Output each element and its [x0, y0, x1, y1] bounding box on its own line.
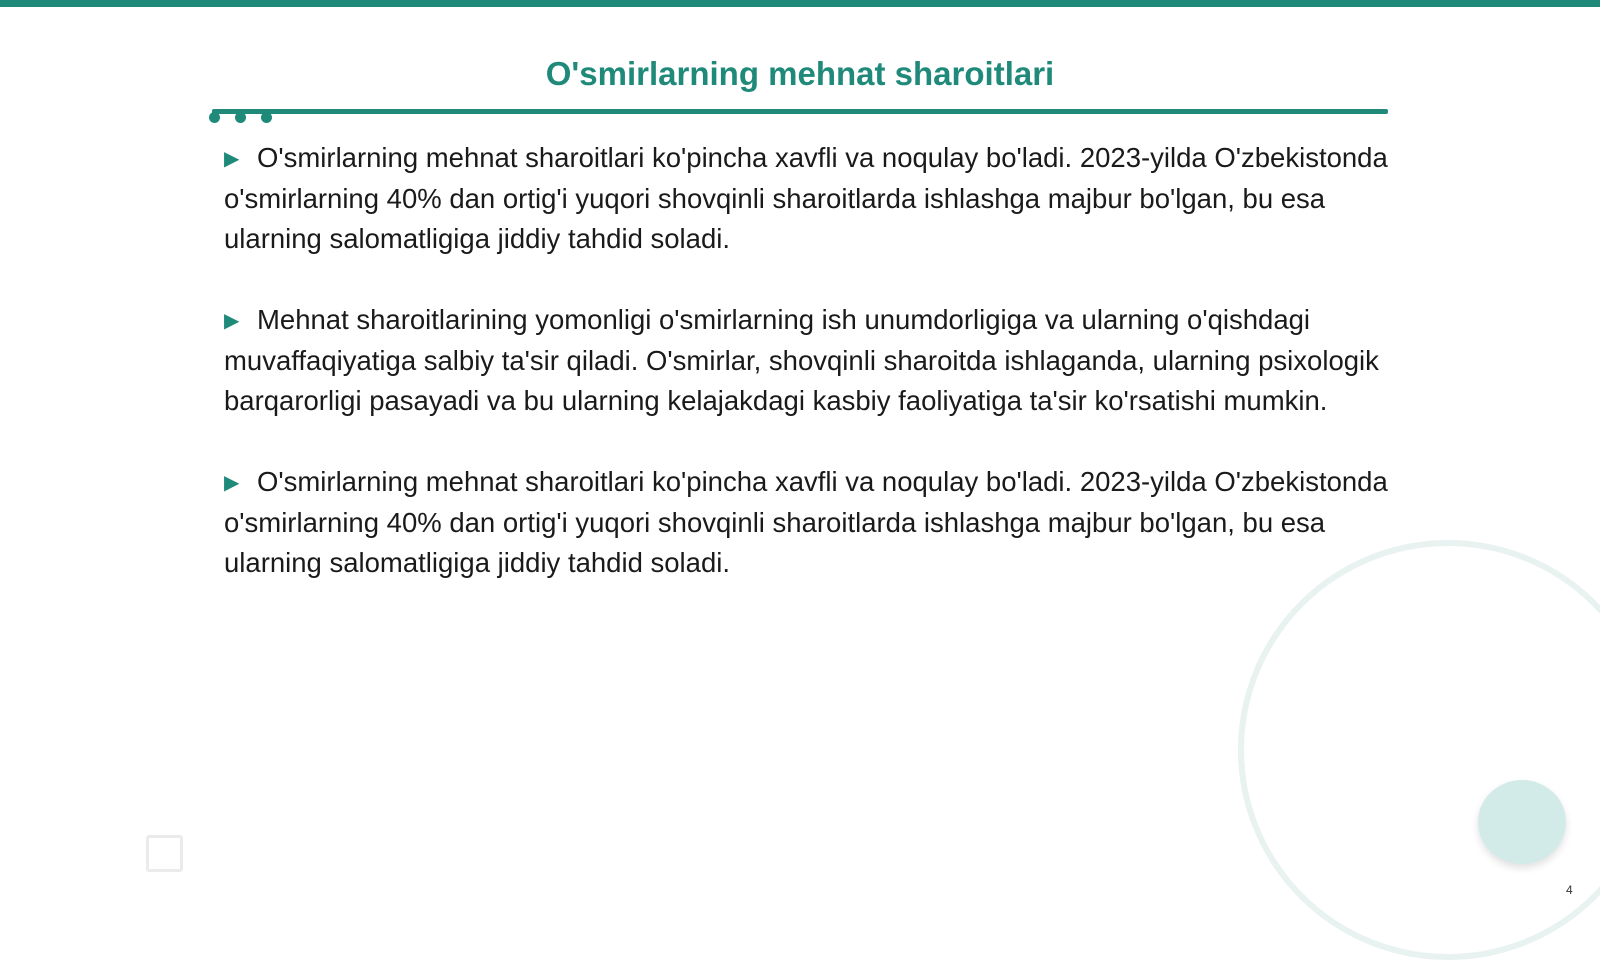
bullet-item: [224, 138, 1394, 259]
top-accent-bar: [0, 0, 1600, 7]
slide-title: O'smirlarning mehnat sharoitlari: [545, 55, 1055, 92]
triangle-bullet-icon: ▶: [224, 472, 240, 494]
bullet-item: [224, 462, 1394, 583]
title-underline: [212, 109, 1388, 114]
underline-dot: [209, 112, 220, 123]
page-number: 4: [1566, 883, 1573, 897]
decorative-square: [146, 835, 183, 872]
bullet-text: O'smirlarning mehnat sharoitlari ko'pincha xavfli va noqulay bo'ladi. 2023-yilda O'zbekistonda o'smirlarning 40% dan ortig'i yuqori shovqinli sharoitlarda ishlashga majbur bo'lgan, bu esa ularning salomatligiga jiddiy tahdid soladi.: [224, 142, 1388, 254]
bullet-text: O'smirlarning mehnat sharoitlari ko'pincha xavfli va noqulay bo'ladi. 2023-yilda O'zbekistonda o'smirlarning 40% dan ortig'i yuqori shovqinli sharoitlarda ishlashga majbur bo'lgan, bu esa ularning salomatligiga jiddiy tahdid soladi.: [224, 466, 1388, 578]
bullet-item: [224, 300, 1394, 421]
bullet-text: Mehnat sharoitlarining yomonligi o'smirlarning ish unumdorligiga va ularning o'qishdagi muvaffaqiyatiga salbiy ta'sir qiladi. O'smirlar, shovqinli sharoitda ishlaganda, ularning psixologik barqarorligi pasayadi va bu ularning kelajakdagi kasbiy faoliyatiga ta'sir ko'rsatishi mumkin.: [224, 304, 1379, 416]
bullet-list: [224, 138, 1394, 624]
triangle-bullet-icon: ▶: [224, 310, 240, 332]
decorative-circle: [1478, 780, 1566, 864]
underline-dot: [235, 112, 246, 123]
underline-dot: [261, 112, 272, 123]
triangle-bullet-icon: ▶: [224, 148, 240, 170]
